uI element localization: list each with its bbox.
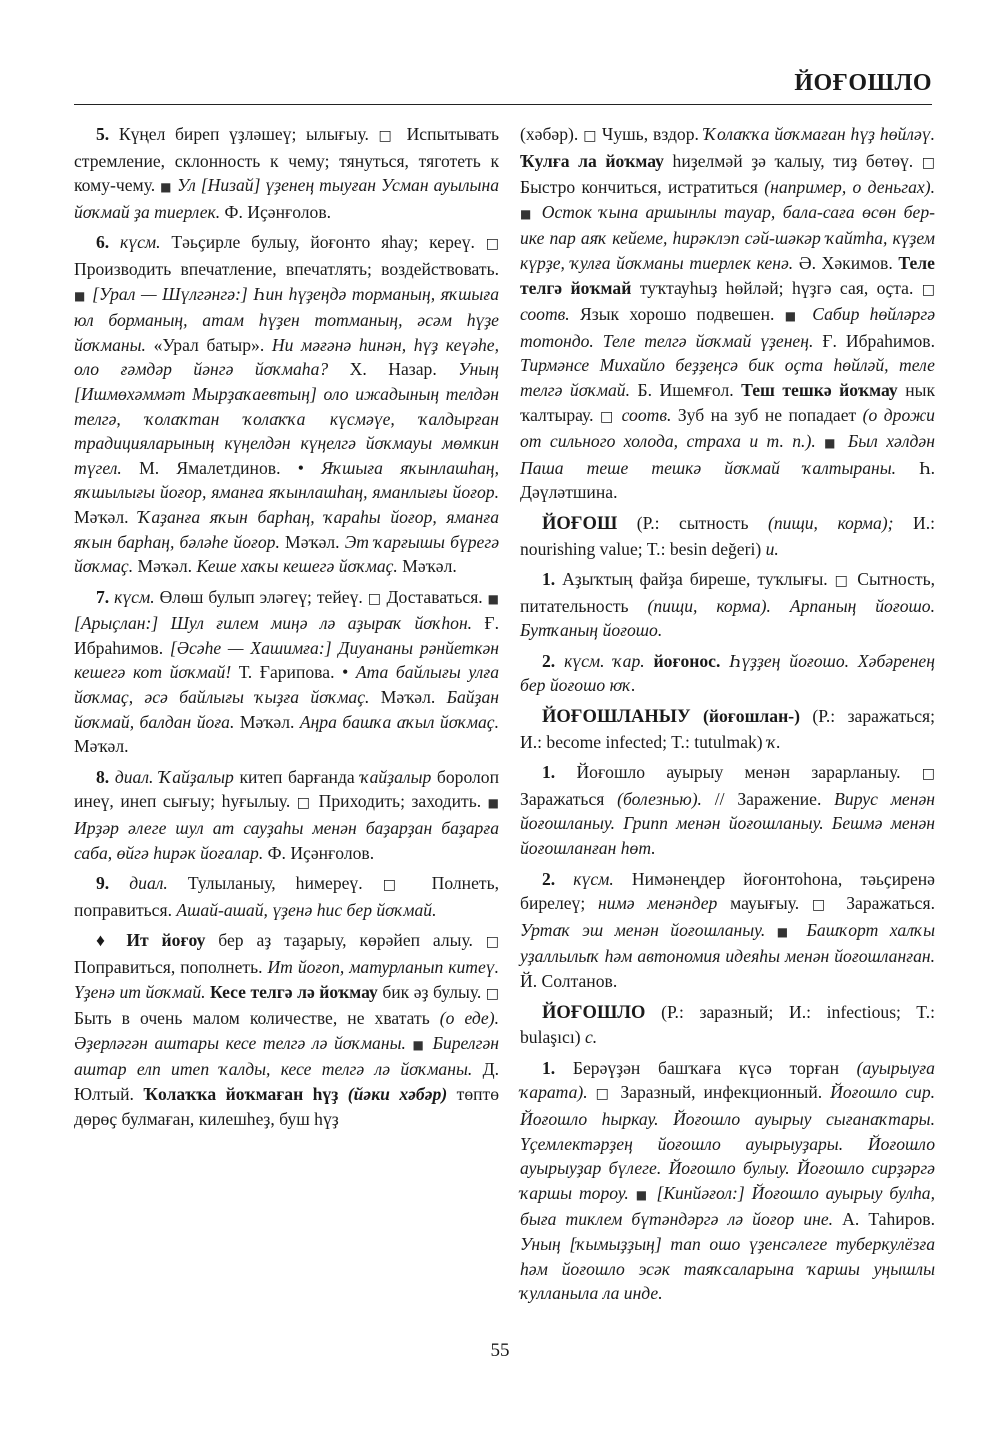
example-source: Т. Ғарипова. bbox=[238, 662, 335, 683]
sense-number: 2. bbox=[542, 650, 556, 671]
proverb-text: Эт ҡарғышы бүрегә йоҡмаҫ. bbox=[74, 531, 500, 577]
sense-1 bbox=[520, 1056, 935, 1306]
idiom-headword: Ҡулға ла йоҡмау bbox=[520, 150, 664, 171]
sense-2 bbox=[520, 649, 935, 698]
example-marker-icon: ■ bbox=[412, 1037, 426, 1052]
translation-marker-icon: □ bbox=[367, 590, 382, 607]
example-source: А. Таһиров. bbox=[842, 1209, 935, 1230]
idiom-headword: Теш тешкә йоҡмау bbox=[741, 379, 898, 400]
sense-number: 7. bbox=[96, 586, 110, 607]
example-text: Ни мәғәнә һинән, һүҙ кеүәһе, оло ғәмдәр йәнгә йоҡмаһа? bbox=[74, 334, 500, 380]
proverb-source: Мәҡәл. bbox=[74, 736, 129, 757]
example-text: Ҡолаҡҡа йоҡмаған һүҙ һөйләү. bbox=[703, 124, 935, 144]
russian-translation: Язык хорошо подвешен. bbox=[580, 304, 775, 325]
part-of-speech: с. bbox=[585, 1027, 598, 1048]
translation-note: (пищи, корма). bbox=[647, 595, 771, 616]
idiom-headword: Кесе телгә лә йоҡмау bbox=[210, 981, 378, 1002]
example-text: Уның [Ишмөхәммәт Мырҙаҡаевтың] оло ижадының телдән телгә, ҡолаҡтан ҡолаҡҡа күсмәүе, ҡалдырған традицияларының күңелдән күңелгә йоҡмауы мөмкин түгел. bbox=[74, 359, 499, 478]
sense-number: 2. bbox=[542, 868, 556, 889]
sense-9 bbox=[74, 871, 499, 922]
russian-translation: Заражаться. bbox=[846, 893, 935, 914]
russian-translation: Производить впечатление, впечатлять; воздействовать. bbox=[74, 258, 499, 279]
entry-yogoshlanyu bbox=[520, 704, 935, 754]
sense-definition: Йоғошло ауырыу менән зарарланыу. bbox=[576, 762, 901, 783]
sense-2 bbox=[520, 867, 935, 994]
idiom-definition: бик әҙ булыу. bbox=[382, 981, 482, 1002]
entry-headword: ЙОҒОШЛО bbox=[542, 1002, 646, 1023]
grammar-label: соотв. bbox=[520, 304, 570, 325]
idiom-variant: (йәки хәбәр) bbox=[347, 1083, 448, 1104]
russian-translation: // Заражение. bbox=[714, 788, 822, 809]
sense-6 bbox=[74, 230, 499, 578]
sense-definition: Күңел биреп үҙләшеү; ылығыу. bbox=[118, 124, 369, 144]
translation-marker-icon: □ bbox=[599, 408, 616, 425]
etymology-note: (пищи, корма); bbox=[768, 512, 894, 533]
proverb-marker-icon: • bbox=[297, 457, 304, 478]
translation-marker-icon: □ bbox=[485, 236, 499, 253]
example-text: Уның [ҡымыҙҙың] тап ошо үҙенсәлеге туберкулёзға һәм йоғошло эсәк таяҡсаларына ҡаршы уңышлы ҡулланыла ла инде. bbox=[520, 1233, 935, 1304]
example-text: Йоғошло сир. Йоғошло һыркау. Йоғошло ауырыу сығанаҡтары. Үҫемлектәрҙең йоғошло ауырыуҙары. Йоғошло ауырыуҙар бүлеге. Йоғошло булыу. Йоғошло сирҙәргә ҡаршы тороу. bbox=[520, 1082, 936, 1203]
proverb-text: Яҡшыға яҡынлашһаң, яҡшылығы йоғор, яманға яҡынлашһаң, яманлығы йоғор. bbox=[74, 457, 500, 503]
example-source: Й. Солтанов. bbox=[520, 971, 618, 991]
grammar-label: диал. bbox=[129, 873, 168, 894]
sense-7 bbox=[74, 585, 499, 759]
sense-8 bbox=[74, 765, 499, 865]
proverb-text: Кеше хаҡы кешегә йоҡмаҫ. bbox=[196, 556, 398, 577]
sense-definition: Тулыланыу, һимереү. bbox=[187, 873, 363, 894]
example-text: Башҡорт халҡы уҙаллылыҡ һәм автономия идеяһы менән йоғошланған. bbox=[520, 919, 935, 967]
sense-definition: Аҙыҡтың файҙа биреше, туҡлығы. bbox=[562, 569, 828, 590]
example-marker-icon: ■ bbox=[487, 591, 499, 606]
running-title: ЙОҒОШЛО bbox=[794, 70, 932, 96]
example-text: Әҙерләгән аштары кесе телгә лә йоҡманы. bbox=[74, 1032, 406, 1053]
translation-marker-icon: □ bbox=[485, 934, 500, 951]
example-text: Ул [Низай] үҙенең тыуған Усман ауылына йоҡмай ҙа тиерлек. bbox=[74, 175, 499, 222]
translation-marker-icon: □ bbox=[921, 766, 936, 783]
sense-1 bbox=[520, 760, 935, 860]
translation-marker-icon: □ bbox=[834, 573, 851, 590]
example-text: Ит йоғоп, матурланып китеү. Үҙенә ит йоҡмай. bbox=[74, 957, 500, 1002]
etymology: (Р.: заражаться; И.: become infected; T.: tutulmak) bbox=[520, 706, 935, 752]
example-marker-icon: ■ bbox=[520, 206, 535, 221]
entry-stem: (йоғошлан-) bbox=[703, 706, 800, 727]
idiom-definition: һиҙелмәй ҙә ҡалыу, тиҙ бөтөү. bbox=[672, 150, 914, 171]
example-source: Ғ. Ибраһимов. bbox=[74, 613, 499, 658]
idiom-headword: Ит йоғоу bbox=[126, 930, 206, 951]
russian-translation: Быть в очень малом количестве, не хватать bbox=[74, 1008, 430, 1029]
example-source: Ғ. Ибраһимов. bbox=[822, 330, 935, 351]
example-text: [Әсәһе — Хашимға:] Диуананы рәнйеткән кешегә кот йоҡмай! bbox=[74, 637, 499, 683]
sense-5 bbox=[74, 122, 499, 224]
etymology: (Р.: сытность bbox=[636, 512, 749, 533]
example-marker-icon: ■ bbox=[74, 288, 87, 303]
translation-marker-icon: □ bbox=[921, 281, 935, 298]
idioms-block bbox=[74, 928, 499, 1131]
proverb-text: Ата байлығы улға йоҡмаҫ, әсә байлығы ҡыҙға йоҡмаҫ. bbox=[74, 662, 499, 708]
russian-translation: Полнеть, поправиться. bbox=[74, 873, 499, 920]
translation-marker-icon: □ bbox=[583, 128, 597, 144]
sense-definition: Нимәнеңдер йоғонтоһона, тәьҫиренә бирелеү; bbox=[520, 868, 935, 914]
example-source: Ф. Иҫәнғолов. bbox=[224, 201, 332, 222]
example-text: Вирус менән йоғошланыу. Грипп менән йоғошланыу. Бешмә менән йоғошланған һөт. bbox=[520, 788, 935, 859]
russian-translation: Зуб на зуб не попадает bbox=[677, 404, 857, 425]
russian-translation: Чушь, вздор. bbox=[601, 124, 699, 144]
grammar-label: күсм. bbox=[573, 868, 614, 889]
proverb-source: Мәҡәл. bbox=[285, 531, 340, 552]
example-text: [Урал — Шүлгәнгә:] Һин һүҙеңдә торманың, яҡшыға юл борманың, атам һүҙен тотманың, әсәм һүҙе йоҡманы. bbox=[74, 283, 499, 355]
example-source: Ф. Иҫәнғолов. bbox=[267, 842, 375, 863]
sense-definition: мауығыу. bbox=[730, 893, 800, 914]
sense-number: 5. bbox=[96, 124, 110, 144]
proverb-source: Мәҡәл. bbox=[380, 687, 436, 708]
example-marker-icon: ■ bbox=[776, 924, 796, 939]
example-marker-icon: ■ bbox=[487, 796, 500, 811]
example-text: Ашай-ашай, үҙенә һис бер йоҡмай. bbox=[176, 899, 437, 920]
proverb-source: Мәҡәл. bbox=[74, 506, 129, 527]
example-text: Сабир һөйләргә тотондо. Теле телгә йоҡмай үҙенең. bbox=[520, 304, 936, 351]
proverb-source: Мәҡәл. bbox=[137, 556, 193, 577]
grammar-label: күсм. bbox=[120, 232, 161, 253]
translation-note: (о дрожи от сильного холода, страха и т. п.). bbox=[520, 404, 935, 452]
sense-number: 1. bbox=[542, 762, 556, 783]
sense-definition: Берәүҙән башҡаға күсә торған bbox=[572, 1057, 839, 1078]
russian-translation: Поправиться, пополнеть. bbox=[74, 957, 263, 977]
sense-number: 9. bbox=[96, 873, 110, 894]
page-header bbox=[74, 66, 932, 105]
example-source: М. Ямалетдинов. bbox=[139, 457, 281, 478]
russian-translation: Заразный, инфекционный. bbox=[620, 1082, 823, 1103]
idiom-definition: туҡтауһыҙ һөйләй; һүҙгә сая, оҫта. bbox=[639, 277, 914, 298]
proverb-source: Мәҡәл. bbox=[402, 556, 457, 577]
sense-definition: китеп барғанда bbox=[239, 766, 355, 787]
sense-definition: Өлөш булып эләгеү; тейеү. bbox=[159, 586, 363, 607]
cross-reference: йоғонос. bbox=[653, 650, 721, 671]
translation-marker-icon: □ bbox=[595, 1086, 613, 1103]
example-text: [Арыҫлан:] Шул ғилем миңә лә аҙыраҡ йоҡһон. bbox=[74, 613, 473, 634]
idiom-definition: бер аҙ таҙарыу, көрәйеп алыу. bbox=[218, 930, 473, 951]
example-text: Арпаның йоғошо. Бутҡаның йоғошо. bbox=[520, 595, 935, 641]
idioms-continued bbox=[520, 122, 935, 505]
translation-note: (о еде). bbox=[439, 1008, 499, 1029]
etymology: (Р.: заразный; И.: infectious; T.: bulaşıcı) bbox=[520, 1001, 935, 1048]
grammar-label: күсм. bbox=[114, 586, 155, 607]
example-text: Уртаҡ эш менән йоғошланыу. bbox=[520, 919, 766, 940]
example-source: Һ. Дәүләтшина. bbox=[520, 457, 935, 503]
example-marker-icon: ■ bbox=[635, 1187, 650, 1202]
translation-marker-icon: □ bbox=[378, 128, 397, 144]
page-number: 55 bbox=[490, 1340, 510, 1361]
example-marker-icon: ■ bbox=[784, 309, 802, 324]
entry-headword: ЙОҒОШЛАНЫУ bbox=[542, 707, 691, 728]
sense-number: 1. bbox=[542, 569, 556, 590]
translation-note: (болезнью). bbox=[617, 788, 702, 809]
sense-number: 6. bbox=[96, 232, 110, 253]
proverb-source: Мәҡәл. bbox=[239, 711, 295, 732]
usage-word: нимә менәндер bbox=[598, 893, 718, 914]
example-text: Был хәлдән Паша теше тешкә йоҡмай ҡалтыраны. bbox=[520, 431, 935, 478]
example-text: Тирмәнсе Михайло беҙҙеңсә бик оҫта һөйләй, теле телгә йоҡмай. bbox=[520, 355, 935, 400]
russian-translation: Быстро кончиться, истратиться bbox=[520, 177, 758, 198]
russian-translation: Приходить; заходить. bbox=[318, 791, 482, 812]
sense-definition: боролоп инеү, инеп сығыу; һуғылыу. bbox=[74, 766, 500, 812]
idiom-diamond-icon: ♦ bbox=[96, 930, 114, 951]
sense-number: 1. bbox=[542, 1057, 556, 1078]
example-source: Ә. Хәкимов. bbox=[798, 252, 893, 273]
entry-headword: ЙОҒОШ bbox=[542, 513, 618, 534]
example-source: Д. Юлтый. bbox=[74, 1059, 499, 1104]
usage-word: Ҡайҙалыр bbox=[159, 766, 234, 787]
left-column bbox=[74, 122, 499, 1137]
example-source: Х. Назар. bbox=[349, 359, 437, 380]
example-text: Осток ҡына аршынлы тауар, бала-саға өсөн бер-ике пар аяҡ кейеме, һирәклэп сәй-шәкәр ҡайтһа, күҙем күрҙе, ҡулға йоҡманы тиерлек кенә. bbox=[520, 201, 935, 273]
proverb-marker-icon: • bbox=[342, 662, 349, 683]
russian-translation: Доставаться. bbox=[386, 586, 483, 607]
definition-note: (ауырыуға ҡарата). bbox=[520, 1057, 935, 1103]
example-source: «Урал батыр». bbox=[153, 334, 265, 355]
proverb-text: Ҡаҙанға яҡын барһаң, ҡараһы йоғор, яманға яҡын барһаң, бәләһе йоғор. bbox=[74, 506, 499, 552]
entry-yogoshlo bbox=[520, 1000, 935, 1050]
idiom-headword: Теле телгә йоҡмай bbox=[520, 252, 935, 298]
grammar-label: соотв. bbox=[621, 404, 672, 425]
etymology: И.: nourishing value; T.: besin değeri) bbox=[520, 512, 936, 559]
example-text: Һүҙҙең йоғошо. Хәбәренең бер йоғошо юҡ. bbox=[520, 650, 935, 696]
russian-translation: Заражаться bbox=[520, 788, 605, 809]
example-marker-icon: ■ bbox=[824, 436, 840, 451]
russian-translation: Испытывать стремление, склонность к чему; тянуться, тяготеть к кому-чему. bbox=[74, 124, 499, 196]
usage-word: ҡайҙалыр bbox=[360, 766, 432, 787]
example-marker-icon: ■ bbox=[160, 180, 173, 195]
translation-marker-icon: □ bbox=[811, 897, 834, 914]
entry-yogosh bbox=[520, 511, 935, 561]
translation-note: (например, о деньгах). bbox=[764, 177, 935, 198]
grammar-label: диал. bbox=[114, 766, 154, 787]
example-text: Бирелгән аштар елп итеп ҡалды, кесе телгә лә йоҡманы. bbox=[74, 1032, 499, 1080]
grammar-label: күсм. ҡар. bbox=[564, 650, 645, 671]
part-of-speech: и. bbox=[765, 538, 779, 559]
example-text: [Кинйәғол:] Йоғошло ауырыу булһа, быға тиклем бүтәндәргә лә йоғор ине. bbox=[520, 1182, 935, 1230]
sense-definition: Тәьҫирле булыу, йоғонто яһау; кереү. bbox=[171, 232, 475, 253]
sense-1 bbox=[520, 567, 935, 643]
sense-number: 8. bbox=[96, 766, 110, 787]
idiom-definition: нык ҡалтырау. bbox=[520, 379, 936, 425]
example-source: Б. Ишемғол. bbox=[637, 379, 734, 400]
part-of-speech: ҡ. bbox=[767, 731, 781, 752]
proverb-text: Байҙан йоҡмай, балдан йоға. bbox=[74, 687, 499, 732]
russian-translation: Сытность, питательность bbox=[520, 569, 936, 616]
right-column bbox=[520, 122, 935, 1312]
translation-marker-icon: □ bbox=[485, 985, 500, 1002]
proverb-text: Аңра башҡа аҡыл йоҡмаҫ. bbox=[299, 711, 499, 732]
translation-marker-icon: □ bbox=[382, 877, 412, 894]
translation-marker-icon: □ bbox=[296, 795, 313, 812]
idiom-headword: Ҡолаҡҡа йоҡмаған һүҙ bbox=[143, 1083, 339, 1104]
example-text: Ирҙәр әлеге шул ат сауҙаһы менән баҙарҙан баҙарға саба, өйгә һирәк йоғалар. bbox=[74, 818, 499, 863]
idiom-definition: төптө дөрөҫ булмаған, килешһеҙ, буш һүҙ bbox=[74, 1083, 500, 1129]
translation-marker-icon: □ bbox=[921, 154, 935, 171]
idiom-definition: (хәбәр). bbox=[520, 124, 579, 144]
